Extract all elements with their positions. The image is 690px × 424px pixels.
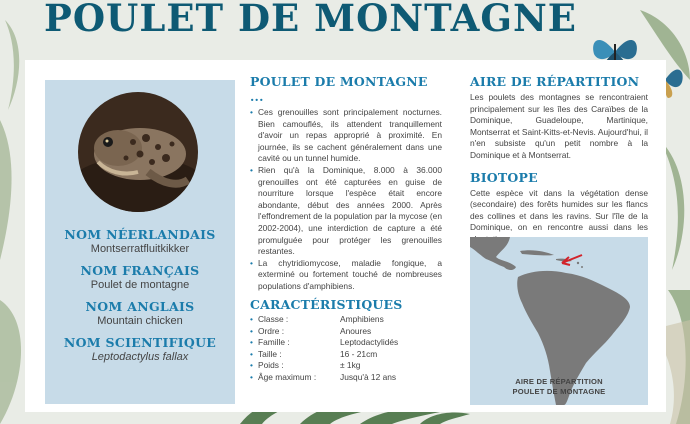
names-card	[45, 80, 235, 404]
frog-photo	[78, 92, 198, 212]
characteristic-key: • Classe :	[250, 314, 340, 326]
biotope-text: Cette espèce vit dans la végétation dense (secondaire) des forêts humides sur les flancs des collines et dans les ravins. Sur l'île de la Dominique, on en rencontre aussi dans les	[470, 187, 648, 233]
map-caption-line: POULET DE MONTAGNE	[512, 387, 606, 396]
characteristic-key: • Famille :	[250, 337, 340, 349]
name-entry	[45, 264, 235, 292]
description-bullet: • Rien qu'à la Dominique, 8.000 à 36.000 grenouilles ont été capturées en guise de nourriture lorsque l'espèce était encore abondante, début des années 2000. Après l'effondrement de la population par la mycose (en 2002-2004), une interdiction de capture a été promulguée pour protéger les grenouilles restantes.	[250, 165, 442, 258]
description-bullet: • Ces grenouilles sont principalement nocturnes. Bien camouflés, ils attendent tranquillement d'avoir un repas approprié à proximité. En journée, ils se cachent généralement dans une cavité ou un tunnel humide.	[250, 107, 442, 165]
name-heading: NOM FRANÇAIS	[80, 263, 200, 278]
name-value: Poulet de montagne	[90, 279, 190, 291]
name-heading: NOM NÉERLANDAIS	[64, 227, 216, 242]
characteristics-heading: CARACTÉRISTIQUES	[250, 297, 403, 312]
characteristic-row	[250, 360, 442, 372]
description-bullet: • La chytridiomycose, maladie fongique, a exterminé ou fortement touché de nombreuses populations d'amphibiens.	[250, 258, 442, 293]
characteristic-value: Leptodactylidés	[340, 337, 399, 348]
description-heading: POULET DE MONTAGNE ...	[250, 74, 428, 104]
name-entry	[45, 336, 235, 364]
name-value: Montserratfluitkikker	[90, 243, 190, 255]
biotope-heading: BIOTOPE	[470, 169, 538, 185]
name-entry	[45, 300, 235, 328]
characteristic-row	[250, 372, 442, 384]
name-heading: NOM ANGLAIS	[85, 299, 195, 314]
distribution-map	[470, 237, 648, 405]
characteristic-value: 16 - 21cm	[340, 348, 378, 359]
map-caption	[470, 377, 648, 397]
description-section	[250, 74, 442, 293]
characteristic-value: Amphibiens	[340, 314, 384, 324]
names-list	[45, 228, 235, 372]
range-heading: AIRE DE RÉPARTITION	[470, 74, 640, 89]
characteristic-value: Anoures	[340, 325, 372, 336]
characteristic-key: • Ordre :	[250, 326, 340, 338]
characteristic-row	[250, 349, 442, 361]
characteristic-row	[250, 326, 442, 338]
characteristics-section	[250, 297, 442, 384]
characteristic-key: • Taille :	[250, 349, 340, 361]
characteristics-table	[250, 314, 442, 384]
characteristic-row	[250, 314, 442, 326]
page-title: POULET DE MONTAGNE	[44, 0, 577, 40]
characteristic-key: • Âge maximum :	[250, 372, 340, 384]
name-heading: NOM SCIENTIFIQUE	[63, 335, 217, 350]
map-caption-line: AIRE DE RÉPARTITION	[515, 377, 603, 386]
description-list	[250, 107, 442, 293]
characteristic-row	[250, 337, 442, 349]
characteristic-key: • Poids :	[250, 360, 340, 372]
name-entry	[45, 228, 235, 256]
characteristic-value: Jusqu'à 12 ans	[340, 371, 397, 382]
name-value: Mountain chicken	[97, 315, 183, 327]
range-section	[470, 74, 648, 246]
scientific-name-value: Leptodactylus fallax	[91, 351, 189, 363]
range-text: Les poulets des montagnes se rencontraient principalement sur les îles des Caraïbes de la Dominique, Guadeloupe, Martinique, Montserrat et Saint-Kitts-et-Nevis. Aujourd'hui, il n'en subsiste qu'un petit nombre à la Dominique et à Montserrat.	[470, 92, 648, 160]
characteristic-value: ± 1kg	[340, 360, 361, 371]
